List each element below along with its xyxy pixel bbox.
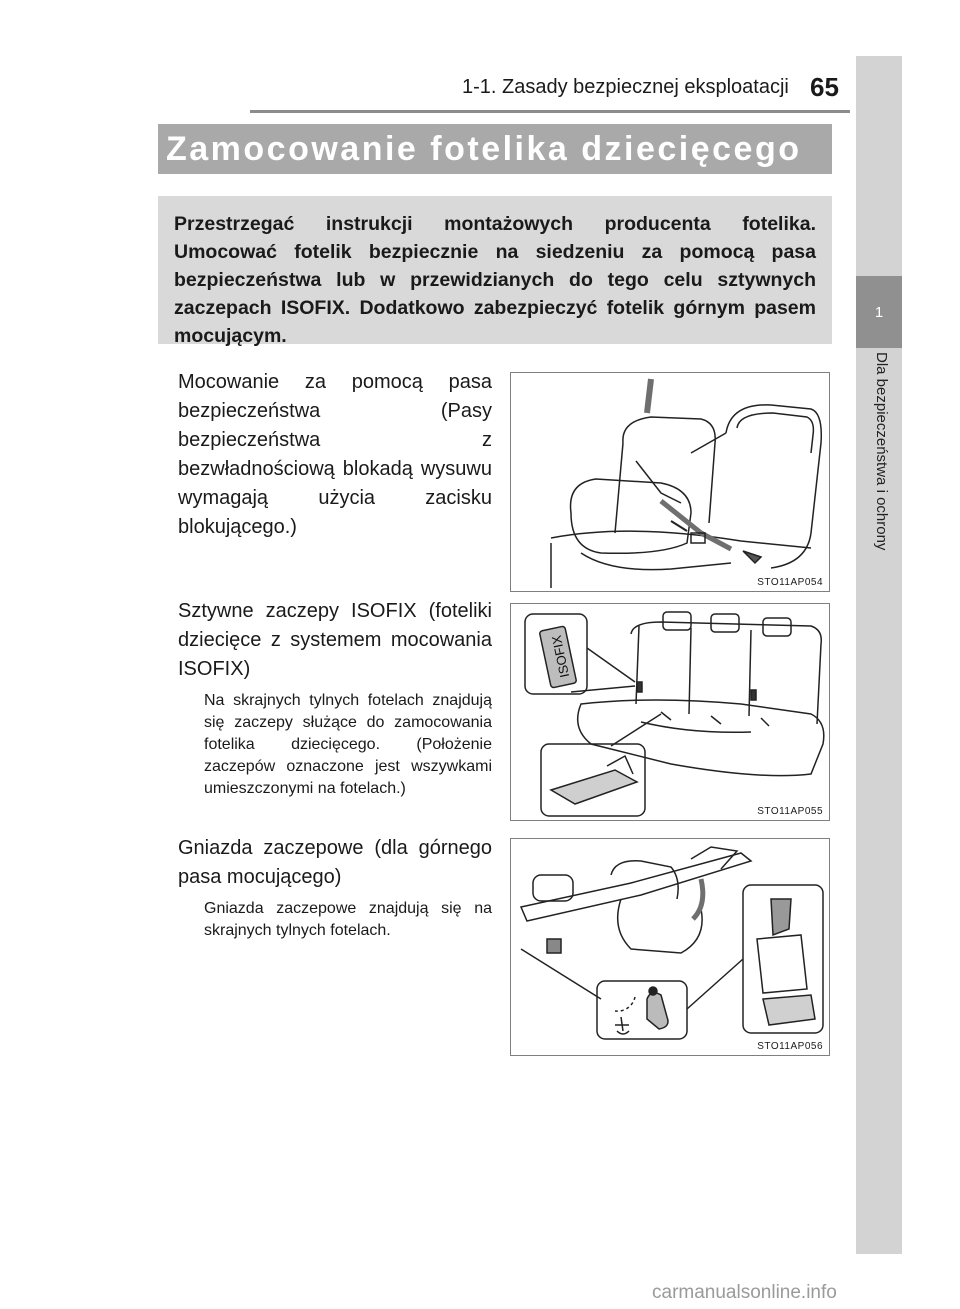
figure-code: STO11AP056 [757,1041,823,1052]
item-main-text: Mocowanie za pomocą pasa bezpieczeństwa (Pasy bezpieczeństwa z bezwładnościową blokadą wysuwu wymagają użycia zacisku blokującego.) [178,371,492,538]
figure-code: STO11AP055 [757,806,823,817]
intro-notice: Przestrzegać instrukcji montażowych producenta fotelika. Umocować fotelik bezpiecznie na siedzeniu za pomocą pasa bezpieczeństwa lub w przewidzianych do tego celu sztywnych zaczepach ISOFIX. Dodatkowo zabezpieczyć fotelik górnym pasem mocującym. [158,196,832,344]
figure-code: STO11AP054 [757,577,823,588]
figure-seat-belt-mounting [510,372,830,592]
figure-isofix-anchors [510,603,830,821]
isofix-seat-illustration [511,604,830,821]
chapter-side-tab [856,56,902,1254]
item-seat-belt [178,368,492,542]
chapter-number: 1 [856,276,902,348]
child-seat-belt-illustration [511,373,830,592]
watermark: carmanualsonline.info [652,1282,837,1303]
figure-anchor-brackets [510,838,830,1056]
item-isofix [178,597,492,800]
item-sub-text: Gniazda zaczepowe znajdują się na skrajnych tylnych fotelach. [204,900,492,939]
anchor-bracket-illustration [511,839,830,1056]
item-sub-text: Na skrajnych tylnych fotelach znajdują się zaczepy służące do zamocowania fotelika dziecięcego. (Położenie zaczepów oznaczone jest wszywkami umieszczonymi na fotelach.) [204,692,492,797]
item-main-text: Sztywne zaczepy ISOFIX (foteliki dziecięce z systemem mocowania ISOFIX) [178,600,492,680]
header-divider [250,110,850,113]
page-number: 65 [810,72,839,102]
item-anchor-brackets [178,834,492,942]
page-title: Zamocowanie fotelika dziecięcego [158,124,832,174]
section-header: 1-1. Zasady bezpiecznej eksploatacji [462,76,789,98]
isofix-tag-label: ISOFIX [548,634,573,679]
item-main-text: Gniazda zaczepowe (dla górnego pasa mocującego) [178,837,492,888]
chapter-title: Dla bezpieczeństwa i ochrony [873,352,890,551]
